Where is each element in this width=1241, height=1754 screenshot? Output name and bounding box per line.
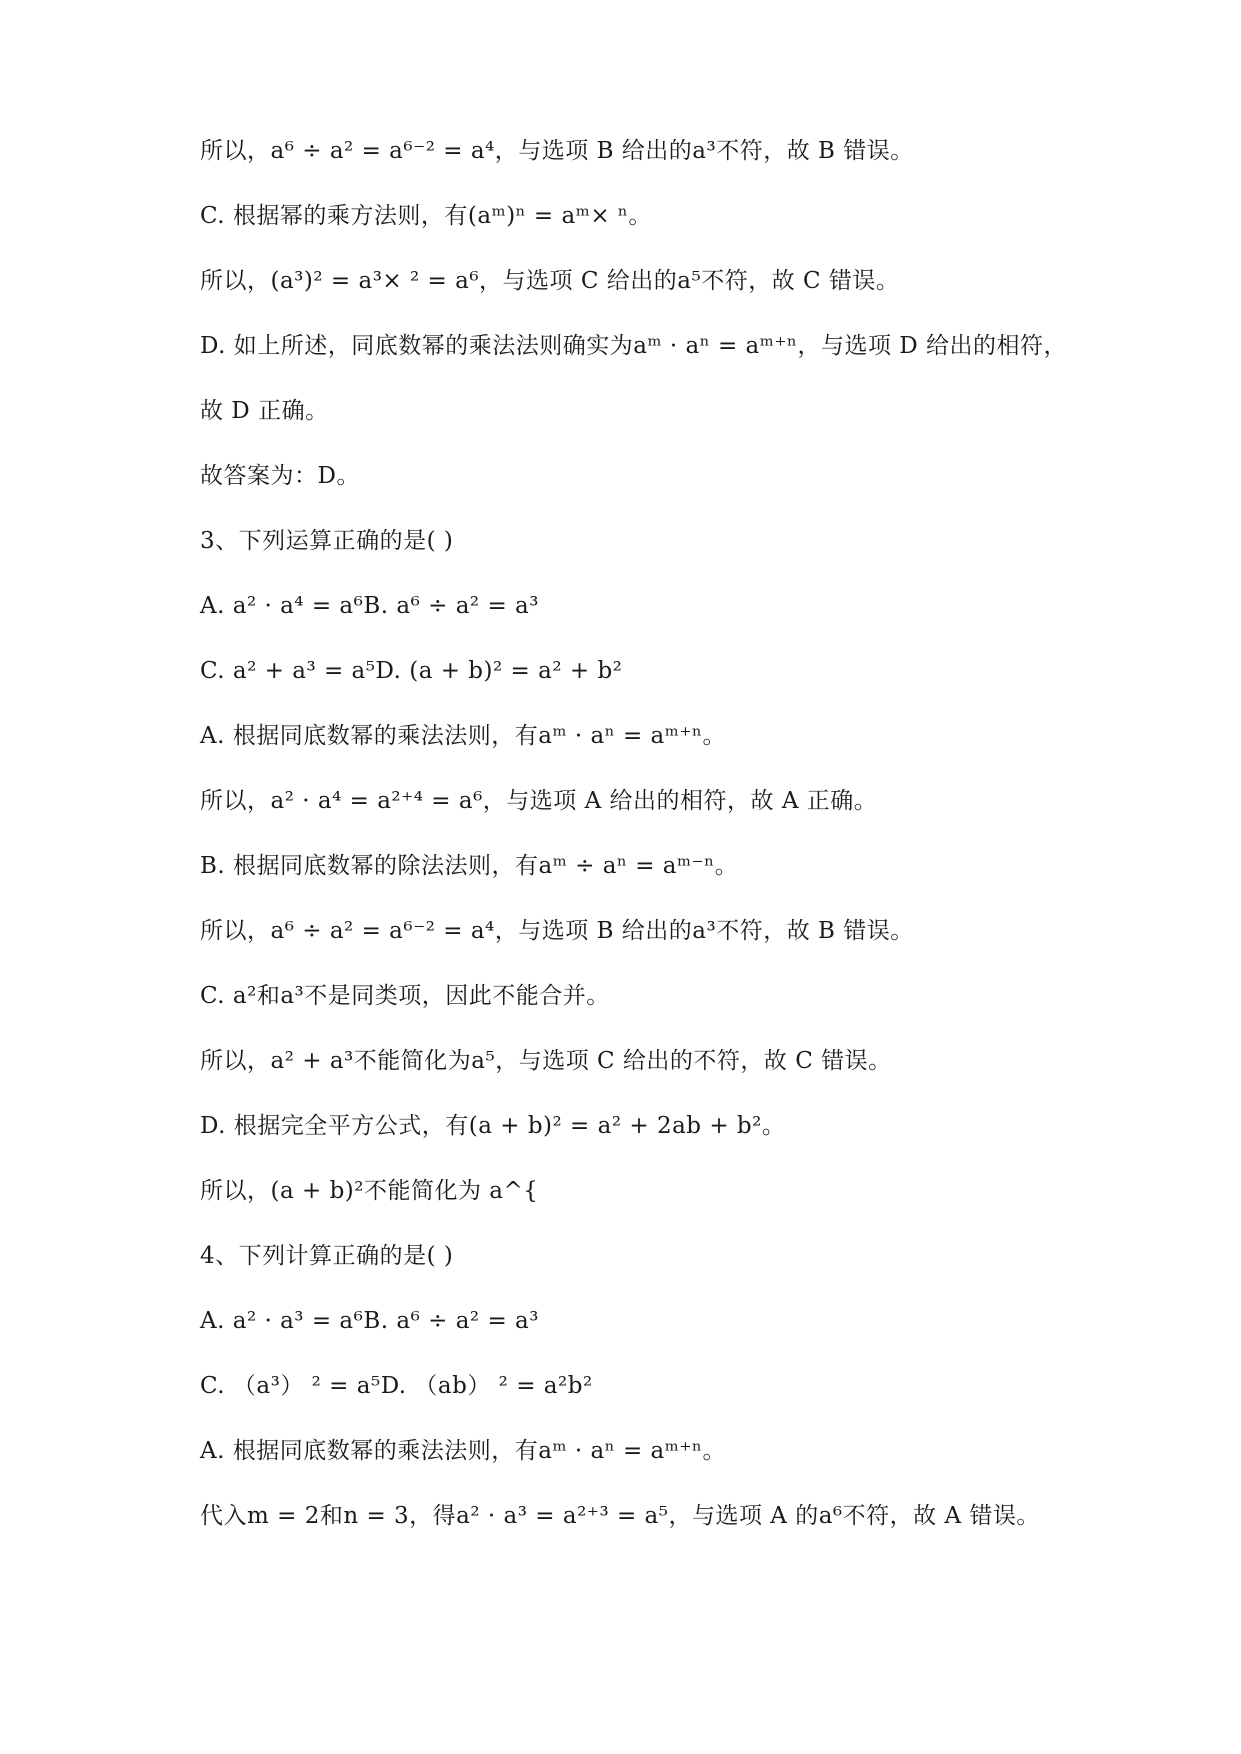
text-line: 代入m = 2和n = 3，得a² · a³ = a²⁺³ = a⁵，与选项 A 的a⁶不符，故 A 错误。 <box>200 1503 1040 1529</box>
text-line: A. a² · a⁴ = a⁶B. a⁶ ÷ a² = a³ <box>200 593 539 619</box>
question-heading: 3、下列运算正确的是( ) <box>200 528 454 554</box>
text-line: 所以，a² + a³不能简化为a⁵，与选项 C 给出的不符，故 C 错误。 <box>200 1048 892 1074</box>
text-line: C. （a³） ² = a⁵D. （ab） ² = a²b² <box>200 1373 593 1399</box>
text-line: A. 根据同底数幂的乘法法则，有aᵐ · aⁿ = aᵐ⁺ⁿ。 <box>200 1438 726 1464</box>
text-line: A. a² · a³ = a⁶B. a⁶ ÷ a² = a³ <box>200 1308 539 1334</box>
text-line: 所以，(a³)² = a³× ² = a⁶，与选项 C 给出的a⁵不符，故 C 错误。 <box>200 268 900 294</box>
text-line: A. 根据同底数幂的乘法法则，有aᵐ · aⁿ = aᵐ⁺ⁿ。 <box>200 723 726 749</box>
text-line: C. 根据幂的乘方法则，有(aᵐ)ⁿ = aᵐ× ⁿ。 <box>200 203 652 229</box>
text-line: B. 根据同底数幂的除法法则，有aᵐ ÷ aⁿ = aᵐ⁻ⁿ。 <box>200 853 739 879</box>
text-line: 所以，a² · a⁴ = a²⁺⁴ = a⁶，与选项 A 给出的相符，故 A 正确。 <box>200 788 878 814</box>
text-line: C. a² + a³ = a⁵D. (a + b)² = a² + b² <box>200 658 623 684</box>
text-line: 故答案为：D。 <box>200 463 360 489</box>
text-line: C. a²和a³不是同类项，因此不能合并。 <box>200 983 610 1009</box>
question-heading: 4、下列计算正确的是( ) <box>200 1243 454 1269</box>
text-line: 所以，a⁶ ÷ a² = a⁶⁻² = a⁴，与选项 B 给出的a³不符，故 B 错误。 <box>200 138 914 164</box>
text-line: 所以，a⁶ ÷ a² = a⁶⁻² = a⁴，与选项 B 给出的a³不符，故 B 错误。 <box>200 918 914 944</box>
text-line: D. 如上所述，同底数幂的乘法法则确实为aᵐ · aⁿ = aᵐ⁺ⁿ，与选项 D 给出的相符， <box>200 333 1068 359</box>
text-line: 故 D 正确。 <box>200 398 329 424</box>
text-line: D. 根据完全平方公式，有(a + b)² = a² + 2ab + b²。 <box>200 1113 786 1139</box>
text-line: 所以，(a + b)²不能简化为 a^{ <box>200 1178 539 1204</box>
